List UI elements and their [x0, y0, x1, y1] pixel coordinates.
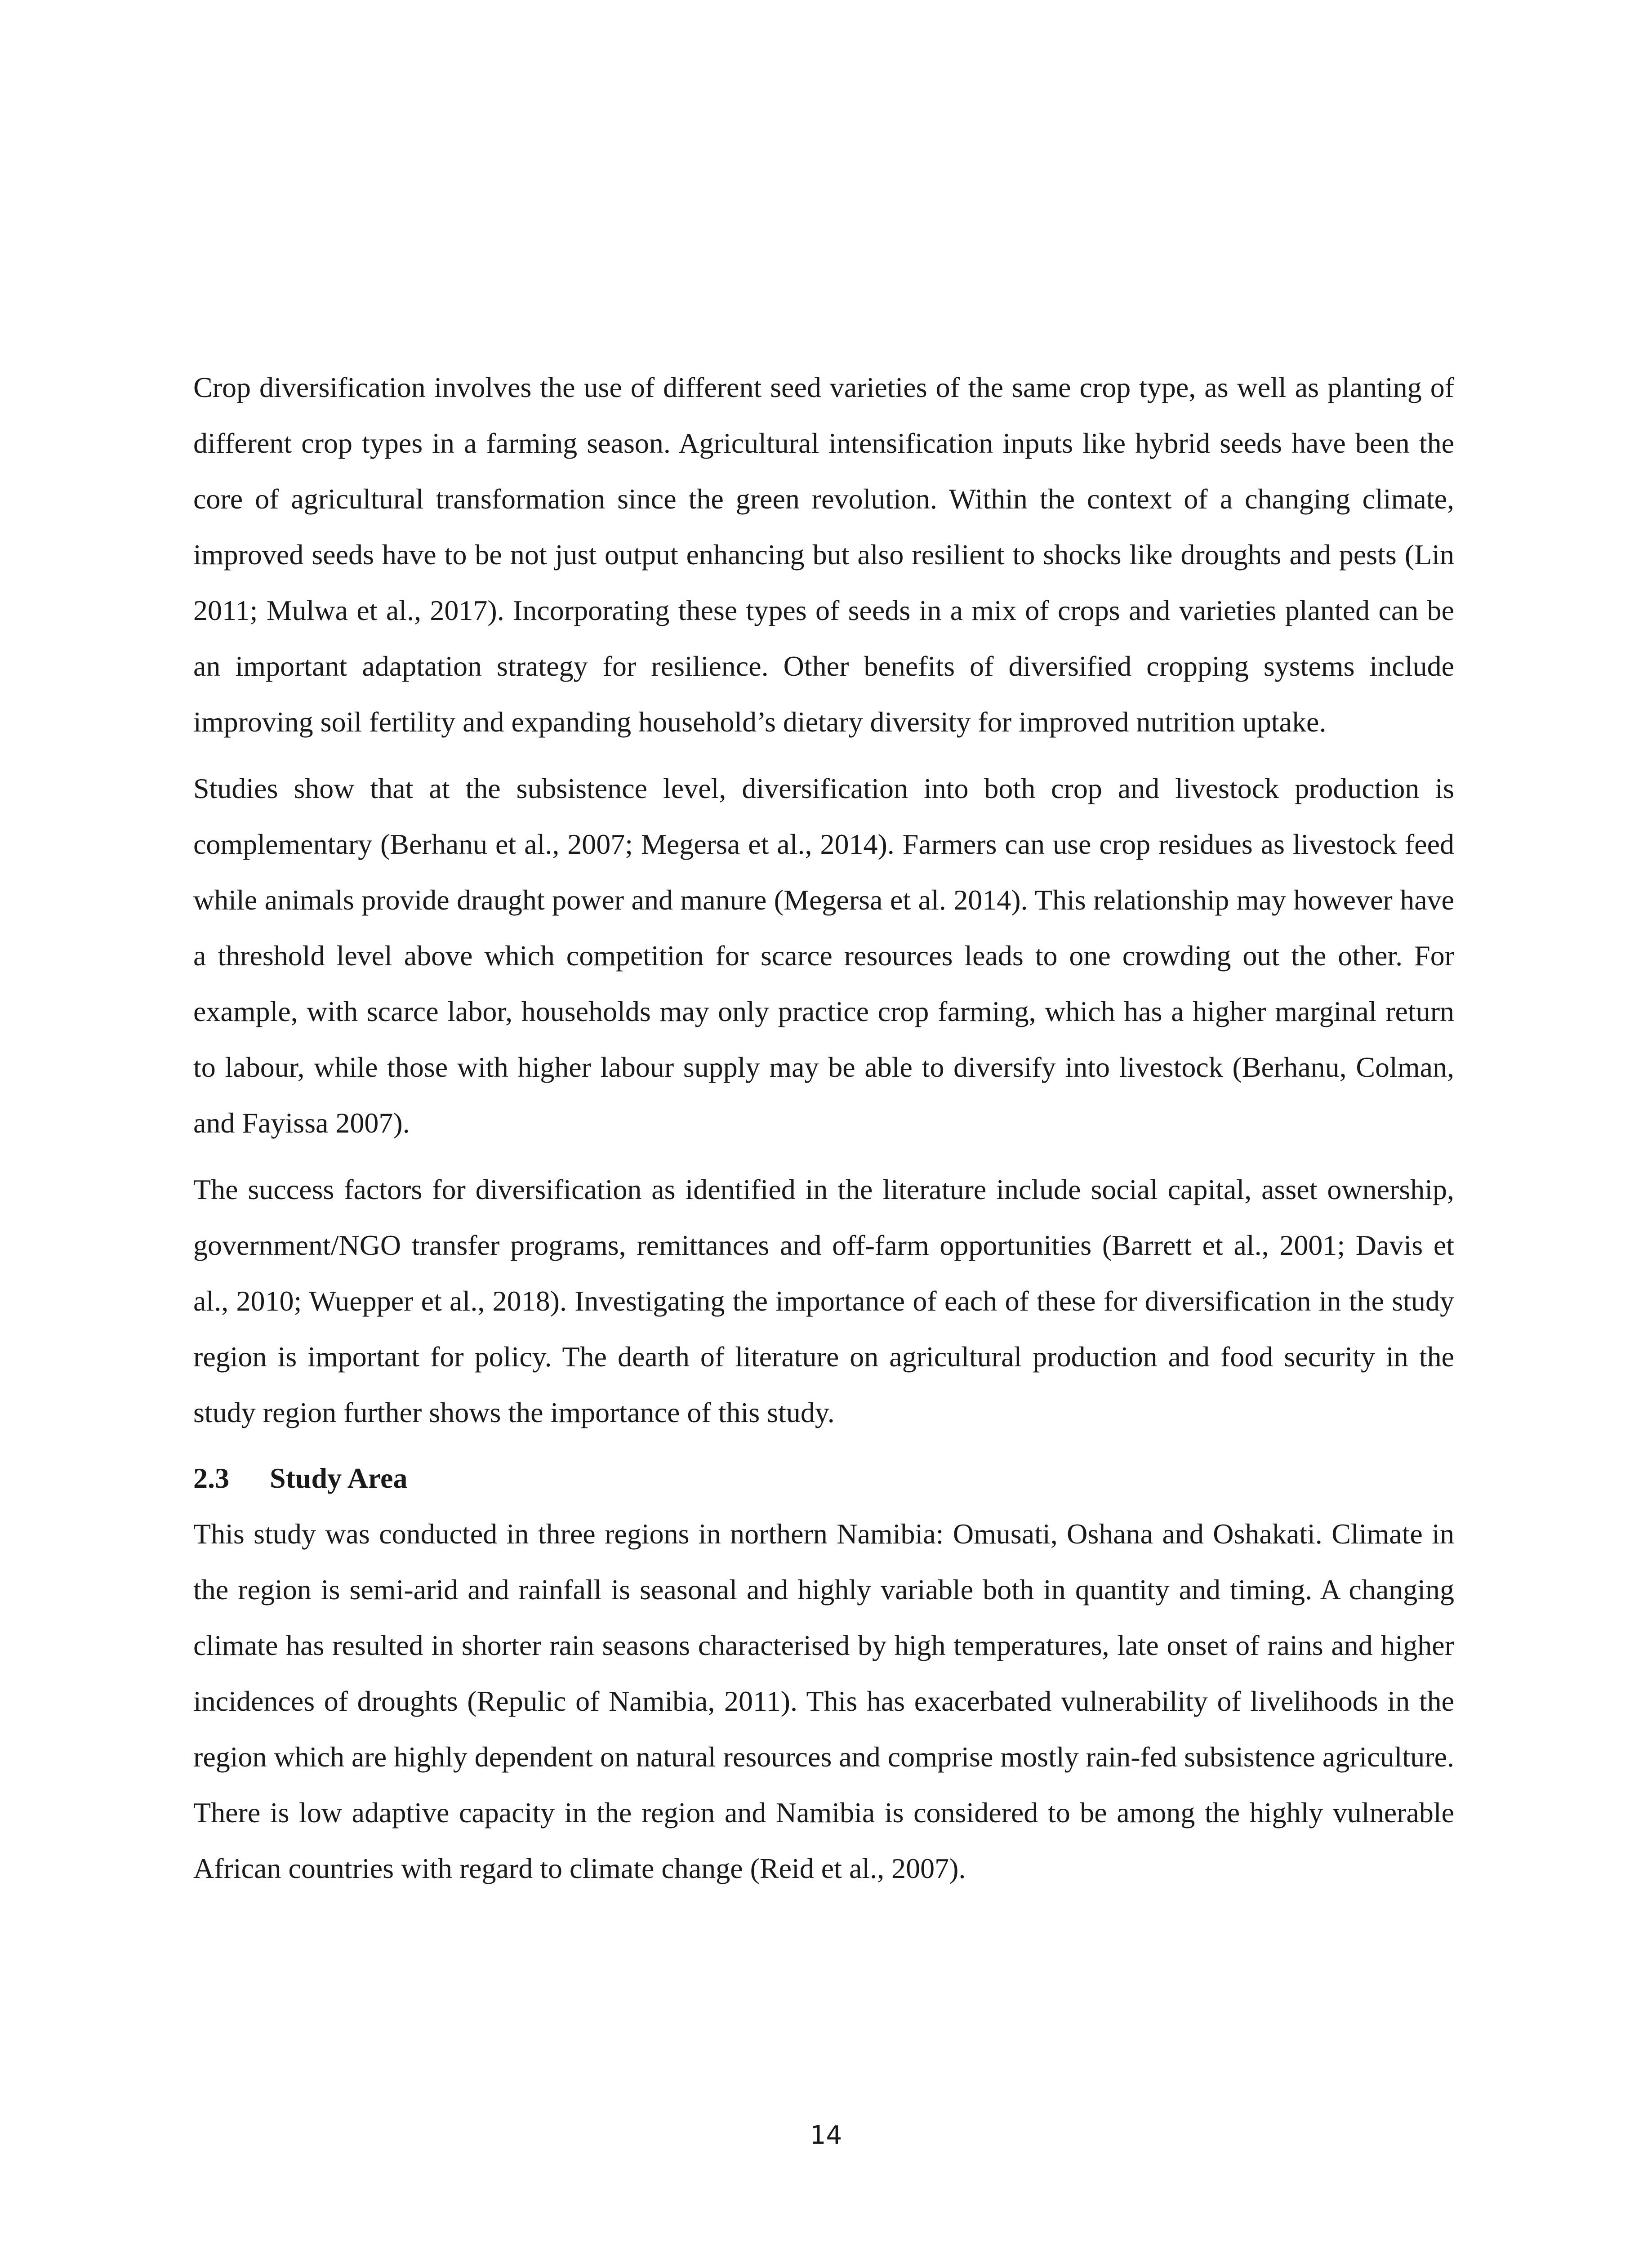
section-heading: [193, 1450, 1454, 1506]
page-number: 14: [810, 2121, 842, 2150]
section-number: 2.3: [193, 1462, 229, 1494]
paragraph-study-area: This study was conducted in three regions in northern Namibia: Omusati, Oshana and Oshakati. Climate in the region is semi-arid and rainfall is seasonal and highly variable both in quantity and timing. A changing climate has resulted in shorter rain seasons characterised by high temperatures, late onset of rains and higher incidences of droughts (Repulic of Namibia, 2011). This has exacerbated vulnerability of livelihoods in the region which are highly dependent on natural resources and comprise mostly rain-fed subsistence agriculture. There is low adaptive capacity in the region and Namibia is considered to be among the highly vulnerable African countries with regard to climate change (Reid et al., 2007).: [193, 1518, 1454, 1884]
page-body: [193, 360, 1454, 1896]
paragraph-crop-diversification: Crop diversification involves the use of different seed varieties of the same crop type, as well as planting of different crop types in a farming season. Agricultural intensification inputs like hybrid seeds have been the core of agricultural transformation since the green revolution. Within the context of a changing climate, improved seeds have to be not just output enhancing but also resilient to shocks like droughts and pests (Lin 2011; Mulwa et al., 2017). Incorporating these types of seeds in a mix of crops and varieties planted can be an important adaptation strategy for resilience. Other benefits of diversified cropping systems include improving soil fertility and expanding household’s dietary diversity for improved nutrition uptake.: [193, 371, 1454, 738]
section-title: Study Area: [270, 1462, 408, 1494]
paragraph-crop-livestock: Studies show that at the subsistence level, diversification into both crop and livestock production is complementary (Berhanu et al., 2007; Megersa et al., 2014). Farmers can use crop residues as livestock feed while animals provide draught power and manure (Megersa et al. 2014). This relationship may however have a threshold level above which competition for scarce resources leads to one crowding out the other. For example, with scarce labor, households may only practice crop farming, which has a higher marginal return to labour, while those with higher labour supply may be able to diversify into livestock (Berhanu, Colman, and Fayissa 2007).: [193, 772, 1454, 1139]
paragraph-success-factors: The success factors for diversification as identified in the literature include social capital, asset ownership, government/NGO transfer programs, remittances and off-farm opportunities (Barrett et al., 2001; Davis et al., 2010; Wuepper et al., 2018). Investigating the importance of each of these for diversification in the study region is important for policy. The dearth of literature on agricultural production and food security in the study region further shows the importance of this study.: [193, 1173, 1454, 1428]
